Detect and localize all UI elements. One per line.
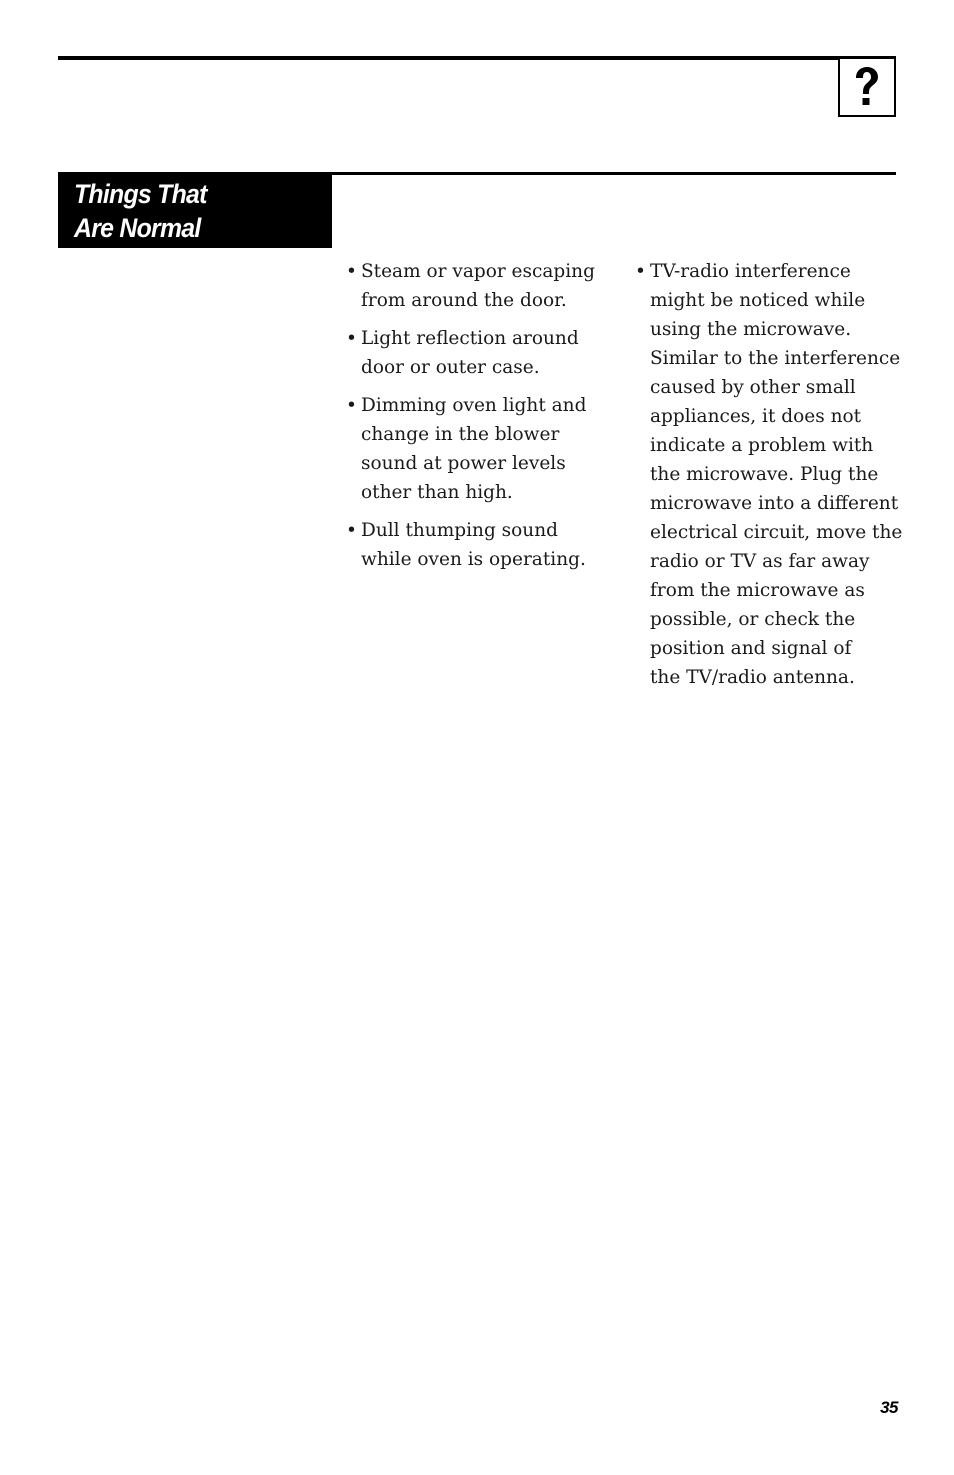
item-line: Steam or vapor escaping <box>361 261 595 282</box>
item-line: using the microwave. <box>650 319 852 340</box>
right-column-list <box>635 257 907 701</box>
section-title-line-2: Are Normal <box>74 213 201 243</box>
item-line: Similar to the interference <box>650 348 901 369</box>
bullet: • <box>346 395 357 416</box>
item-line: door or outer case. <box>361 357 540 378</box>
top-rule <box>58 56 896 60</box>
item-line: position and signal of <box>650 638 852 659</box>
item-line: appliances, it does not <box>650 406 862 427</box>
page-number: 35 <box>880 1398 898 1417</box>
list-item <box>346 391 596 507</box>
section-header <box>58 172 332 248</box>
question-mark-icon <box>852 66 882 108</box>
item-line: from the microwave as <box>650 580 865 601</box>
item-line: possible, or check the <box>650 609 856 630</box>
item-line: caused by other small <box>650 377 856 398</box>
item-line: Dull thumping sound <box>361 520 558 541</box>
list-item <box>346 324 596 382</box>
bullet: • <box>346 520 357 541</box>
list-item <box>346 516 596 574</box>
item-line: sound at power levels <box>361 453 566 474</box>
bullet: • <box>635 261 646 282</box>
list-item <box>635 257 907 692</box>
item-line: change in the blower <box>361 424 560 445</box>
list-item <box>346 257 596 315</box>
item-line: electrical circuit, move the <box>650 522 903 543</box>
item-line: Dimming oven light and <box>361 395 587 416</box>
bullet: • <box>346 328 357 349</box>
item-line: indicate a problem with <box>650 435 874 456</box>
left-column-list <box>346 257 596 583</box>
bullet: • <box>346 261 357 282</box>
troubleshooting-badge <box>838 57 896 117</box>
item-line: while oven is operating. <box>361 549 586 570</box>
item-line: microwave into a different <box>650 493 899 514</box>
section-title-line-1: Things That <box>74 179 207 209</box>
item-line: from around the door. <box>361 290 567 311</box>
item-line: the microwave. Plug the <box>650 464 879 485</box>
item-line: TV-radio interference <box>650 261 851 282</box>
item-line: other than high. <box>361 482 513 503</box>
item-line: the TV/radio antenna. <box>650 667 855 688</box>
item-line: radio or TV as far away <box>650 551 870 572</box>
item-line: Light reflection around <box>361 328 579 349</box>
item-line: might be noticed while <box>650 290 866 311</box>
